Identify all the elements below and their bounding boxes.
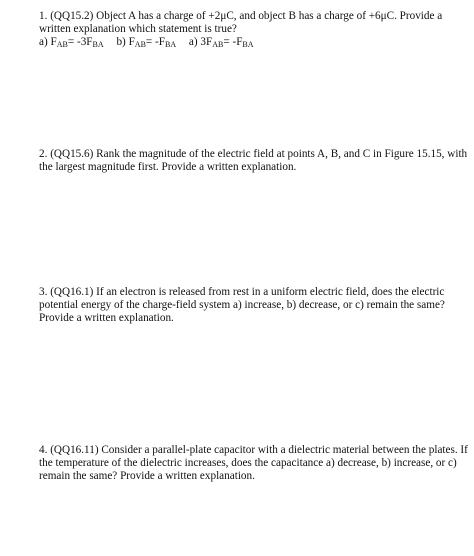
question-1-line-1: 1. (QQ15.2) Object A has a charge of +2μC, and object B has a charge of +6μC. Provide a [39,10,443,22]
option-b-right-subscript: BA [164,40,177,49]
option-c-right: = -F [223,36,243,48]
option-a [39,36,104,49]
question-4 [39,444,468,483]
option-c-left: 3F [200,36,213,48]
question-4-line-1: 4. (QQ16.11) Consider a parallel-plate capacitor with a dielectric material between the plates. If [39,444,468,456]
option-a-left: F [50,36,57,48]
question-4-line-2: the temperature of the dielectric increases, does the capacitance a) decrease, b) increase, or c) [39,457,457,469]
option-c-left-subscript: AB [212,40,224,49]
option-c [189,36,254,49]
option-b-right: = -F [145,36,165,48]
option-b-label: b) [116,36,129,48]
question-3-line-1: 3. (QQ16.1) If an electron is released from rest in a uniform electric field, does the electric [39,286,445,298]
question-2-line-2: the largest magnitude first. Provide a written explanation. [39,161,297,173]
option-a-right-subscript: BA [92,40,104,49]
question-1-options [39,36,459,49]
option-a-right: = -3F [67,36,93,48]
option-b-left-subscript: AB [134,40,146,49]
question-4-line-3: remain the same? Provide a written explanation. [39,470,255,482]
option-a-left-subscript: AB [56,40,68,49]
option-c-label: a) [188,36,201,48]
question-1 [39,10,459,49]
question-3 [39,286,459,325]
question-3-line-2: potential energy of the charge-field system a) increase, b) decrease, or c) remain the same? [39,299,445,311]
option-a-label: a) [39,36,51,48]
option-c-right-subscript: BA [242,40,254,49]
question-2 [39,148,468,174]
question-3-line-3: Provide a written explanation. [39,312,174,324]
option-b-left: F [128,36,135,48]
question-1-line-2: written explanation which statement is true? [39,23,237,35]
question-2-line-1: 2. (QQ15.6) Rank the magnitude of the electric field at points A, B, and C in Figure 15.15, with [39,148,468,160]
option-b [116,36,176,49]
